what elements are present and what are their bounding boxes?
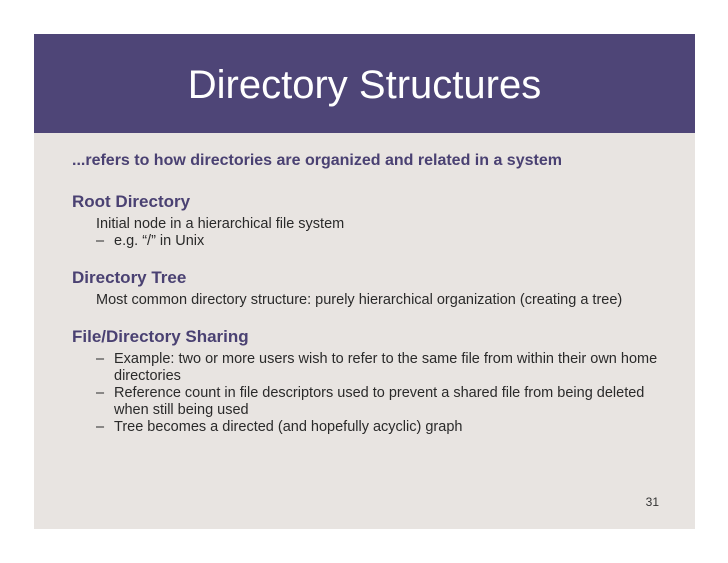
section-directory-tree bbox=[72, 268, 682, 309]
body-text: Initial node in a hierarchical file system bbox=[96, 216, 345, 232]
list-item-text: e.g. “/” in Unix bbox=[114, 233, 205, 249]
slide-title: Directory Structures bbox=[187, 63, 542, 107]
section-heading: File/Directory Sharing bbox=[72, 327, 249, 346]
dash-list-item bbox=[72, 419, 682, 436]
section-root-directory bbox=[72, 192, 682, 250]
dash-list-item bbox=[72, 351, 682, 385]
dash-marker: – bbox=[96, 385, 105, 401]
slide-content bbox=[72, 152, 682, 454]
list-item-text: Reference count in file descriptors used to prevent a shared file from being deleted when still being used bbox=[114, 385, 645, 418]
page-number: 31 bbox=[645, 495, 659, 509]
section-heading: Root Directory bbox=[72, 192, 191, 211]
dash-marker: – bbox=[96, 233, 105, 249]
list-item-text: Example: two or more users wish to refer to the same file from within their own home directories bbox=[114, 351, 658, 384]
intro-text: ...refers to how directories are organized and related in a system bbox=[72, 152, 562, 169]
section-file-directory-sharing bbox=[72, 327, 682, 436]
dash-marker: – bbox=[96, 351, 105, 367]
slide bbox=[34, 34, 695, 529]
body-text: Most common directory structure: purely hierarchical organization (creating a tree) bbox=[96, 292, 623, 308]
dash-list-item bbox=[72, 233, 682, 250]
section-heading: Directory Tree bbox=[72, 268, 187, 287]
dash-marker: – bbox=[96, 419, 105, 435]
dash-list-item bbox=[72, 385, 682, 419]
list-item-text: Tree becomes a directed (and hopefully acyclic) graph bbox=[114, 419, 463, 435]
